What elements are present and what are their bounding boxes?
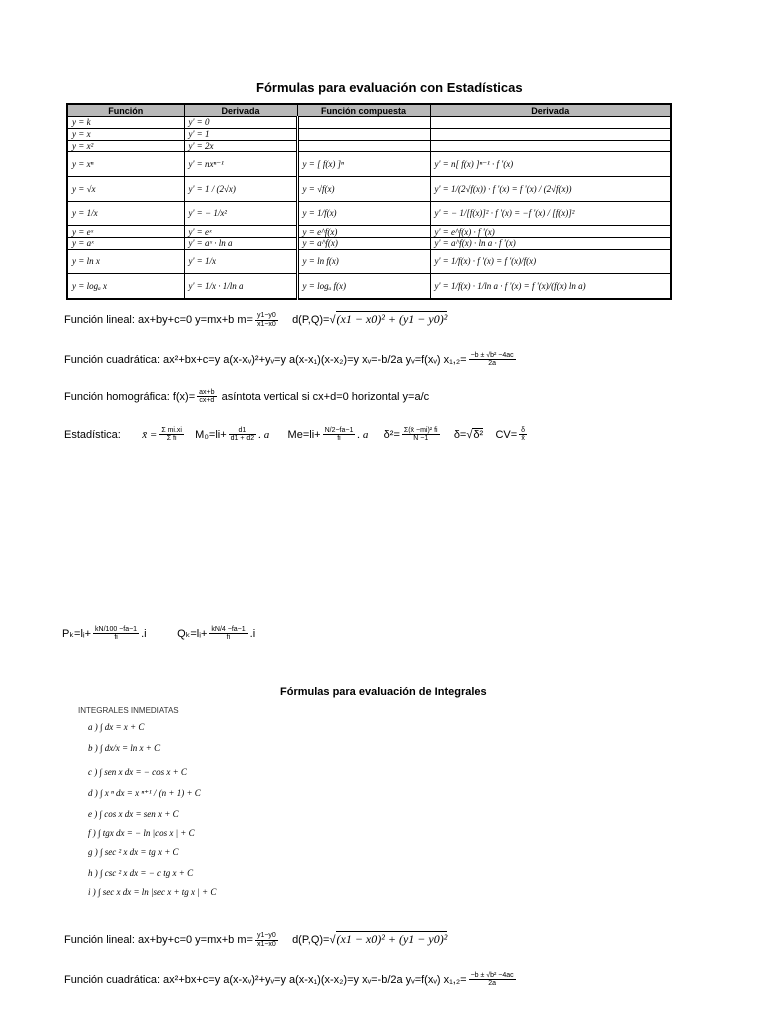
table-row [67,274,671,299]
median-fraction [323,427,356,443]
roots-fraction [469,352,516,368]
roots-denominator: 2a [488,980,497,988]
sqrt-symbol: √ [329,314,336,326]
integral-item: e ) ∫ cos x dx = sen x + C [88,809,179,819]
cell-derivative: y' = eˣ [184,226,297,238]
header-function: Función [67,104,184,117]
cell-composite-function: y = ln f(x) [297,249,430,274]
page-title: Fórmulas para evaluación con Estadísticas [256,80,523,95]
sqrt-symbol: √ [466,428,473,441]
cell-function: y = 1/x [67,201,184,226]
statistics-label: Estadística: [64,428,121,441]
integral-item: a ) ∫ dx = x + C [88,722,145,732]
distance-label: d(P,Q)= [292,934,330,946]
cell-composite-function: y = e^f(x) [297,226,430,238]
homographic-label: Función homográfica: f(x)= [64,390,196,403]
cell-derivative: y' = 0 [184,117,297,129]
percentiles-line [62,626,255,642]
integral-item: i ) ∫ sec x dx = ln |sec x + tg x | + C [88,887,217,897]
percentile-tail: .i [141,627,147,640]
quadratic-function-line-repeat [64,972,518,988]
slope-fraction [255,932,278,948]
cv-label: CV= [495,428,518,441]
table-row [67,140,671,152]
cell-derivative: y' = − 1/x² [184,201,297,226]
quartile-fraction [209,626,247,642]
mode-fraction [229,427,257,443]
percentile-label: Pₖ=lᵢ+ [62,627,92,640]
cell-function: y = eˣ [67,226,184,238]
cell-composite-derivative: y' = n[ f(x) ]ⁿ⁻¹ · f '(x) [430,152,671,177]
cell-derivative: y' = aˣ · ln a [184,237,297,249]
distance-expression: (x1 − x0)² + (y1 − y0)² [336,932,448,946]
mode-denominator: d1 + d2 [230,435,255,443]
percentile-fraction [93,626,139,642]
cell-derivative: y' = 1/x · 1/ln a [184,274,297,299]
homographic-denominator: cx+d [199,397,215,405]
cell-composite-derivative [430,128,671,140]
mean-fraction [159,427,184,443]
variance-numerator: Σ(x̄ −mi)² fi [403,427,438,434]
percentile-numerator: kN/100 −fa−1 [95,626,138,633]
percentile-denominator: fi [114,634,118,642]
cell-derivative: y' = 1 / (2√x) [184,176,297,201]
roots-denominator: 2a [488,360,497,368]
variance-denominator: N −1 [413,435,429,443]
mean-denominator: Σ fi [166,435,177,443]
table-row [67,152,671,177]
cell-composite-derivative [430,140,671,152]
integral-item: b ) ∫ dx/x = ln x + C [88,743,161,753]
slope-numerator: y1−y0 [256,932,276,940]
mode-tail: . a [258,428,270,441]
cell-composite-derivative: y' = 1/(2√f(x)) · f '(x) = f '(x) / (2√f(x)) [430,176,671,201]
table-row [67,201,671,226]
cell-function: y = aˣ [67,237,184,249]
cell-function: y = logₐ x [67,274,184,299]
cv-numerator: δ [521,427,526,434]
linear-function-label: Función lineal: ax+by+c=0 y=mx+b m= [64,314,253,326]
median-numerator: N/2−fa−1 [324,427,354,434]
std-dev-expression: δ² [473,428,484,441]
mean-numerator: Σ mi.xi [161,427,182,434]
table-row [67,128,671,140]
linear-function-line-repeat [64,932,447,948]
distance-expression: (x1 − x0)² + (y1 − y0)² [336,312,448,326]
cell-function: y = x² [67,140,184,152]
mode-label: M₀=li+ [195,428,227,441]
cv-denominator: x̄ [521,435,525,443]
integral-item: d ) ∫ x ⁿ dx = x ⁿ⁺¹ / (n + 1) + C [88,788,201,798]
cell-derivative: y' = nxⁿ⁻¹ [184,152,297,177]
cell-composite-derivative: y' = − 1/[f(x)]² · f '(x) = −f '(x) / [f(x)]² [430,201,671,226]
homographic-numerator: ax+b [199,389,215,396]
variance-label: δ²= [383,428,400,441]
cell-composite-function [297,140,430,152]
roots-fraction [469,972,516,988]
homographic-asymptotes: asíntota vertical si cx+d=0 horizontal y=a/c [218,390,430,403]
cell-composite-function [297,128,430,140]
quartile-label: Qₖ=lᵢ+ [177,627,208,640]
cell-composite-derivative: y' = 1/f(x) · f '(x) = f '(x)/f(x) [430,249,671,274]
table-row [67,117,671,129]
cell-derivative: y' = 1/x [184,249,297,274]
cell-composite-function: y = logₐ f(x) [297,274,430,299]
homographic-function-line [64,389,429,405]
header-composite-derivative: Derivada [430,104,671,117]
mean-symbol: x̄ = [142,428,158,441]
quartile-denominator: fi [226,634,231,642]
table-header-row [67,104,671,117]
integrals-title: Fórmulas para evaluación de Integrales [280,686,487,698]
table-row [67,237,671,249]
cell-composite-function: y = √f(x) [297,176,430,201]
cv-fraction [519,427,527,443]
integral-item: h ) ∫ csc ² x dx = − c tg x + C [88,868,194,878]
linear-function-line [64,312,447,328]
cell-function: y = k [67,117,184,129]
distance-label: d(P,Q)= [292,314,330,326]
median-tail: . a [357,428,369,441]
cell-function: y = ln x [67,249,184,274]
cell-derivative: y' = 2x [184,140,297,152]
linear-function-label: Función lineal: ax+by+c=0 y=mx+b m= [64,934,253,946]
roots-numerator: −b ± √b² −4ac [470,352,514,359]
slope-numerator: y1−y0 [256,312,276,320]
integral-item: g ) ∫ sec ² x dx = tg x + C [88,847,179,857]
quadratic-function-text: Función cuadrática: ax²+bx+c=y a(x-xᵥ)²+yᵥ=y a(x-x₁)(x-x₂)=y xᵥ=-b/2a yᵥ=f(xᵥ) x₁,₂= [64,353,467,366]
cell-composite-derivative [430,117,671,129]
cell-composite-derivative: y' = e^f(x) · f '(x) [430,226,671,238]
homographic-fraction [197,389,216,405]
table-row [67,176,671,201]
quadratic-function-line [64,352,518,368]
median-denominator: fi [337,435,341,443]
cell-composite-function: y = a^f(x) [297,237,430,249]
cell-composite-derivative: y' = 1/f(x) · 1/ln a · f '(x) = f '(x)/(f(x) ln a) [430,274,671,299]
std-dev-label: δ= [453,428,467,441]
statistics-line [64,427,529,443]
quartile-tail: .i [249,627,256,640]
table-row [67,226,671,238]
header-derivative: Derivada [184,104,297,117]
cell-composite-function [297,117,430,129]
cell-composite-function: y = [ f(x) ]ⁿ [297,152,430,177]
integrals-heading: INTEGRALES INMEDIATAS [78,706,179,715]
integral-item: f ) ∫ tgx dx = − ln |cos x | + C [88,828,195,838]
quartile-numerator: kN/4 −fa−1 [211,626,246,633]
cell-function: y = √x [67,176,184,201]
integral-item: c ) ∫ sen x dx = − cos x + C [88,767,187,777]
variance-fraction [402,427,440,443]
cell-composite-function: y = 1/f(x) [297,201,430,226]
cell-composite-derivative: y' = a^f(x) · ln a · f '(x) [430,237,671,249]
sqrt-symbol: √ [329,934,336,946]
cell-derivative: y' = 1 [184,128,297,140]
mode-numerator: d1 [229,427,257,435]
table-row [67,249,671,274]
header-composite-function: Función compuesta [297,104,430,117]
slope-fraction [255,312,278,328]
slope-denominator: x1−x0 [256,320,276,328]
derivatives-table [66,103,672,300]
slope-denominator: x1−x0 [256,940,276,948]
roots-numerator: −b ± √b² −4ac [470,972,514,979]
quadratic-function-text: Función cuadrática: ax²+bx+c=y a(x-xᵥ)²+yᵥ=y a(x-x₁)(x-x₂)=y xᵥ=-b/2a yᵥ=f(xᵥ) x₁,₂= [64,973,467,986]
cell-function: y = x [67,128,184,140]
cell-function: y = xⁿ [67,152,184,177]
median-label: Me=li+ [287,428,321,441]
